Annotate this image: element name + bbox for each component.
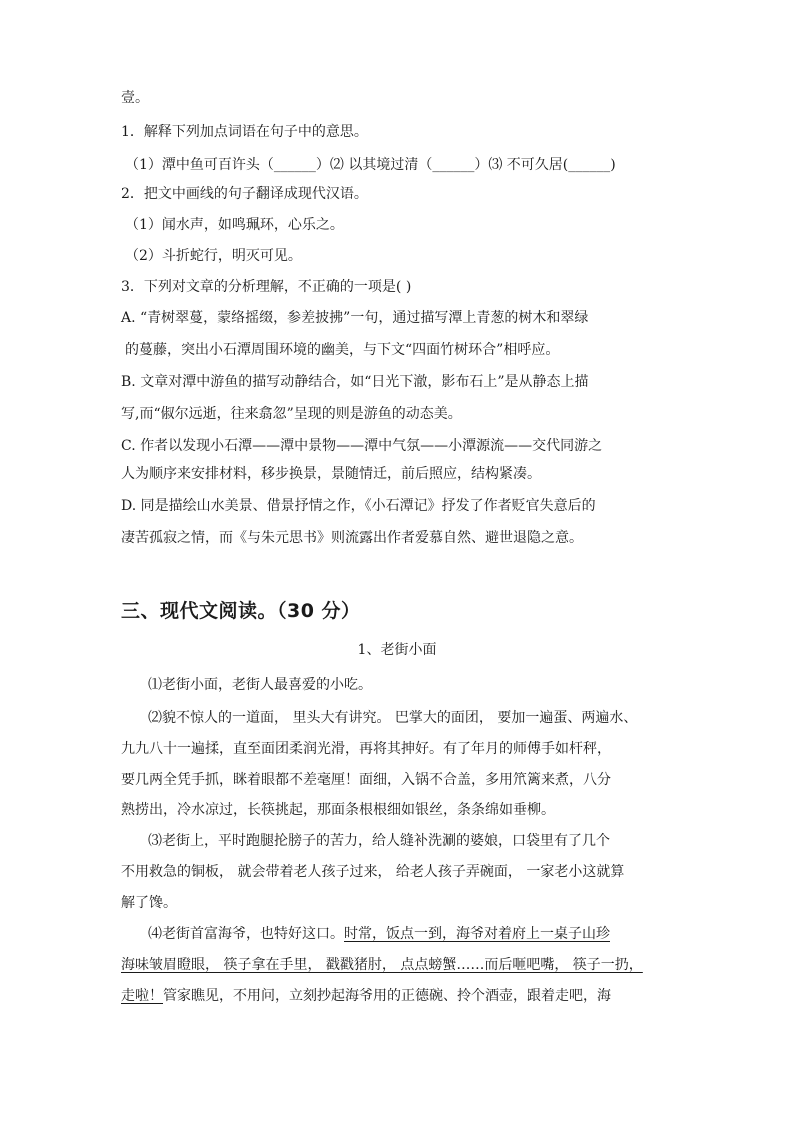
option-c-line-1: C. 作者以发现小石潭——潭中景物——潭中气氛——小潭源流——交代同游之 <box>121 438 603 454</box>
paragraph-4-plain: ⑷老街首富海爷，也特好这口。 <box>148 926 344 942</box>
section-heading: 三、现代文阅读。（30 分） <box>121 600 361 622</box>
paragraph-2-line-2: 九九八十一遍揉，直至面团柔润光滑，再将其抻好。有了年月的师傅手如杆秤， <box>121 741 611 757</box>
paragraph-4-line-1 <box>148 924 610 944</box>
paragraph-2-line-3: 要几两全凭手抓，眯着眼都不差毫厘！面细，入锅不合盖，多用笊篱来煮，八分 <box>121 772 611 788</box>
question-2-item-1: （1）闻水声，如鸣珮环，心乐之。 <box>125 217 344 233</box>
paragraph-3-line-1: ⑶老街上，平时跑腿抡膀子的苦力，给人缝补洗涮的婆娘，口袋里有了几个 <box>148 833 610 849</box>
option-d-line-2: 凄苦孤寂之情，而《与朱元思书》则流露出作者爱慕自然、避世退隐之意。 <box>121 530 583 546</box>
article-title: 1、老街小面 <box>357 642 437 658</box>
paragraph-4-line-2 <box>121 955 643 975</box>
underlined-sentence: 海味皱眉瞪眼， 筷子拿在手里， 戳戳猪肘， 点点螃蟹……而后咂吧嘴， 筷子一扔， <box>121 957 643 973</box>
option-c-line-2: 人为顺序来安排材料，移步换景，景随情迁，前后照应，结构紧凑。 <box>121 466 541 482</box>
paragraph-2-line-4: 熟捞出，冷水凉过，长筷挑起，那面条根根细如银丝，条条绵如垂柳。 <box>121 802 555 818</box>
option-b-line-1: B. 文章对潭中游鱼的描写动静结合，如“日光下澈，影布石上”是从静态上描 <box>121 374 589 390</box>
option-b-line-2: 写,而“俶尔远逝，往来翕忽”呈现的则是游鱼的动态美。 <box>121 406 462 422</box>
option-a-line-2: 的蔓藤，突出小石潭周围环境的幽美，与下文“四面竹树环合”相呼应。 <box>125 342 560 358</box>
question-1: 1．解释下列加点词语在句子中的意思。 <box>121 124 368 140</box>
question-2-item-2: （2）斗折蛇行，明灭可见。 <box>125 248 302 264</box>
paragraph-4-plain: 管家瞧见，不用问，立刻抄起海爷用的正德碗、拎个酒壶，跟着走吧，海 <box>163 988 611 1004</box>
paragraph-3-line-2: 不用救急的铜板， 就会带着老人孩子过来， 给老人孩子弄碗面， 一家老小这就算 <box>121 864 625 880</box>
paragraph-2-line-1: ⑵貌不惊人的一道面， 里头大有讲究。 巴掌大的面团， 要加一遍蛋、两遍水、 <box>148 710 638 726</box>
question-1-items: （1）潭中鱼可百许头（______）⑵ 以其境过清（______）⑶ 不可久居(______) <box>125 157 616 173</box>
paragraph-3-line-3: 解了馋。 <box>121 895 177 911</box>
underlined-sentence: 时常，饭点一到，海爷对着府上一桌子山珍 <box>344 926 610 942</box>
option-d-line-1: D. 同是描绘山水美景、借景抒情之作，《小石潭记》抒发了作者贬官失意后的 <box>121 498 596 514</box>
paragraph-1: ⑴老街小面，老街人最喜爱的小吃。 <box>148 677 372 693</box>
paragraph-4-line-3 <box>121 986 611 1006</box>
question-3: 3．下列对文章的分析理解，不正确的一项是( ) <box>121 279 412 295</box>
question-2: 2．把文中画线的句子翻译成现代汉语。 <box>121 186 368 202</box>
text-line: 壹。 <box>121 90 149 106</box>
option-a-line-1: A. “青树翠蔓，蒙络摇缀，参差披拂”一句，通过描写潭上青葱的树木和翠绿 <box>121 310 589 326</box>
underlined-sentence: 走啦！ <box>121 988 163 1004</box>
